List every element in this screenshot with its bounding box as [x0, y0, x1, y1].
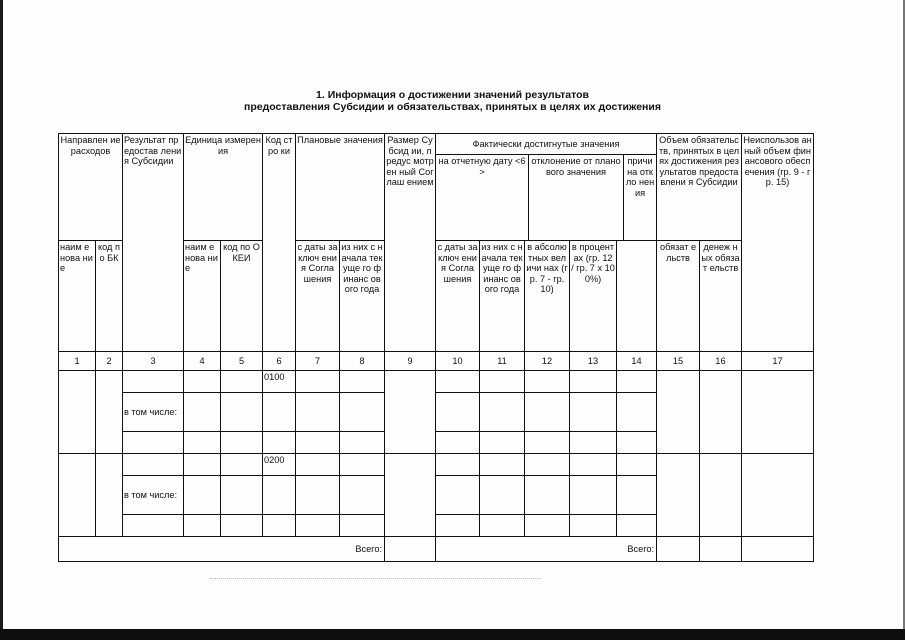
- cell-unit-name[interactable]: [184, 515, 221, 537]
- header-dev-percent: в процент ах (гр. 12 / гр. 7 х 100%): [570, 241, 617, 352]
- header-subsidy-size: Размер Субсид ии, предус мотрен ный Соглаш ением: [385, 134, 436, 352]
- total-subsidy-size[interactable]: [385, 537, 436, 562]
- cell-dev-percent[interactable]: [570, 476, 617, 515]
- results-table: [58, 133, 814, 562]
- cell-fact-agreement[interactable]: [436, 515, 480, 537]
- cell-unit-name[interactable]: [184, 476, 221, 515]
- cell-dir-code[interactable]: [96, 454, 123, 537]
- header-actual-group: [436, 134, 657, 241]
- cell-unused[interactable]: [742, 454, 814, 537]
- cell-line-code[interactable]: [263, 515, 296, 537]
- cell-unit-okei[interactable]: [221, 515, 263, 537]
- column-number: 15: [657, 352, 700, 371]
- header-actual-on-date: на отчетную дату <6>: [436, 155, 529, 240]
- column-number: 2: [96, 352, 123, 371]
- cell-fact-agreement[interactable]: [436, 454, 480, 476]
- cell-fact-year[interactable]: [480, 515, 525, 537]
- cell-dev-percent[interactable]: [570, 515, 617, 537]
- cell-dir-name[interactable]: [59, 371, 96, 454]
- cell-plan-year[interactable]: [340, 454, 385, 476]
- cell-result[interactable]: [123, 454, 184, 476]
- body-row: [59, 371, 814, 393]
- cell-unit-name[interactable]: [184, 393, 221, 432]
- cell-dev-absolute[interactable]: [525, 393, 570, 432]
- cell-unit-okei[interactable]: [221, 432, 263, 454]
- cell-fact-year[interactable]: [480, 432, 525, 454]
- cell-unit-okei[interactable]: [221, 371, 263, 393]
- cell-fact-agreement[interactable]: [436, 476, 480, 515]
- cell-reason[interactable]: [617, 454, 657, 476]
- cell-fact-agreement[interactable]: [436, 393, 480, 432]
- total-label-planned: Всего:: [59, 537, 385, 562]
- cell-dev-absolute[interactable]: [525, 432, 570, 454]
- header-dev-absolute: в абсолю тных величи нах (гр. 7 - гр. 10): [525, 241, 570, 352]
- cell-including-label: в том числе:: [123, 476, 184, 515]
- column-number: 16: [700, 352, 742, 371]
- cell-including-label: в том числе:: [123, 393, 184, 432]
- cell-unit-name[interactable]: [184, 371, 221, 393]
- cell-obl-monetary[interactable]: [700, 454, 742, 537]
- total-unused[interactable]: [742, 537, 814, 562]
- total-obl-monetary[interactable]: [700, 537, 742, 562]
- header-plan-from-agreement: с даты заключ ения Согла шения: [296, 241, 340, 352]
- cell-plan-agreement[interactable]: [296, 476, 340, 515]
- cell-plan-year[interactable]: [340, 371, 385, 393]
- column-number: 4: [184, 352, 221, 371]
- header-unit-okei: код по ОКЕИ: [221, 241, 263, 352]
- total-label-actual: Всего:: [436, 537, 657, 562]
- section-title-line2: предоставления Субсидии и обязательствах, принятых в целях их достижения: [244, 101, 661, 113]
- cell-reason[interactable]: [617, 476, 657, 515]
- column-number: 10: [436, 352, 480, 371]
- cell-result[interactable]: [123, 515, 184, 537]
- column-number: 1: [59, 352, 96, 371]
- body-row: [59, 454, 814, 476]
- cell-dev-percent[interactable]: [570, 454, 617, 476]
- column-number: 9: [385, 352, 436, 371]
- scan-artifact-dots: [210, 578, 540, 579]
- cell-dir-name[interactable]: [59, 454, 96, 537]
- header-line-code: Код стро ки: [263, 134, 296, 352]
- header-obligations: Объем обязательств, принятых в целях достижения результатов предоставлени я Субсидии: [657, 134, 742, 241]
- header-result: Результат предостав ления Субсидии: [123, 134, 184, 352]
- cell-line-code: 0100: [263, 371, 296, 393]
- cell-line-code[interactable]: [263, 393, 296, 432]
- header-directions: Направлен ие расходов: [59, 134, 123, 241]
- cell-dir-code[interactable]: [96, 371, 123, 454]
- header-obl-monetary: денеж ных обязат ельств: [700, 241, 742, 352]
- cell-obl-monetary[interactable]: [700, 371, 742, 454]
- cell-line-code[interactable]: [263, 476, 296, 515]
- cell-plan-year[interactable]: [340, 432, 385, 454]
- cell-dev-absolute[interactable]: [525, 476, 570, 515]
- header-deviation: отклонение от планового значения: [529, 155, 624, 240]
- scan-bottom-bar: [0, 629, 905, 640]
- cell-unused[interactable]: [742, 371, 814, 454]
- header-planned: Плановые значения: [296, 134, 385, 241]
- column-number: 3: [123, 352, 184, 371]
- header-reasons: причи на откло нения: [625, 156, 655, 198]
- cell-plan-agreement[interactable]: [296, 393, 340, 432]
- header-fact-from-year: из них с начала текуще го финанс ового года: [480, 241, 525, 352]
- column-number: 17: [742, 352, 814, 371]
- header-dir-code: код по БК: [96, 241, 123, 352]
- header-plan-from-year: из них с начала текуще го финанс ового года: [340, 241, 385, 352]
- header-actual: Фактически достигнутые значения: [436, 134, 656, 155]
- cell-dev-percent[interactable]: [570, 393, 617, 432]
- column-number: 6: [263, 352, 296, 371]
- column-number: 14: [617, 352, 657, 371]
- cell-result[interactable]: [123, 432, 184, 454]
- header-actual-subgroups: [436, 155, 656, 240]
- cell-plan-year[interactable]: [340, 393, 385, 432]
- column-number: 5: [221, 352, 263, 371]
- header-reasons-cont: [617, 241, 657, 352]
- cell-plan-year[interactable]: [340, 515, 385, 537]
- header-row-1: [59, 134, 814, 241]
- column-number: 7: [296, 352, 340, 371]
- totals-row: [59, 537, 814, 562]
- cell-unit-okei[interactable]: [221, 393, 263, 432]
- cell-subsidy-size[interactable]: [385, 454, 436, 537]
- cell-plan-agreement[interactable]: [296, 515, 340, 537]
- cell-dev-percent[interactable]: [570, 432, 617, 454]
- column-number: 12: [525, 352, 570, 371]
- cell-reason[interactable]: [617, 432, 657, 454]
- cell-dev-absolute[interactable]: [525, 515, 570, 537]
- cell-reason[interactable]: [617, 515, 657, 537]
- header-unit-name: наим енова ние: [184, 241, 221, 352]
- header-unit: Единица измерения: [184, 134, 263, 241]
- cell-unit-name[interactable]: [184, 432, 221, 454]
- cell-plan-year[interactable]: [340, 476, 385, 515]
- cell-obl-liabilities[interactable]: [657, 454, 700, 537]
- cell-subsidy-size[interactable]: [385, 371, 436, 454]
- cell-fact-year[interactable]: [480, 476, 525, 515]
- cell-dev-percent[interactable]: [570, 371, 617, 393]
- column-number: 13: [570, 352, 617, 371]
- total-obl-liabilities[interactable]: [657, 537, 700, 562]
- cell-reason[interactable]: [617, 371, 657, 393]
- header-dir-name: наим енова ние: [59, 241, 96, 352]
- cell-result[interactable]: [123, 371, 184, 393]
- cell-line-code[interactable]: [263, 432, 296, 454]
- cell-unit-okei[interactable]: [221, 454, 263, 476]
- cell-unit-name[interactable]: [184, 454, 221, 476]
- cell-reason[interactable]: [617, 393, 657, 432]
- cell-plan-agreement[interactable]: [296, 454, 340, 476]
- cell-plan-agreement[interactable]: [296, 432, 340, 454]
- cell-obl-liabilities[interactable]: [657, 371, 700, 454]
- cell-fact-agreement[interactable]: [436, 432, 480, 454]
- cell-fact-year[interactable]: [480, 454, 525, 476]
- cell-unit-okei[interactable]: [221, 476, 263, 515]
- header-unused: Неиспользов анный объем финансового обеспечения (гр. 9 - гр. 15): [742, 134, 814, 352]
- column-numbers-row: [59, 352, 814, 371]
- cell-fact-year[interactable]: [480, 393, 525, 432]
- header-fact-from-agreement: с даты заключ ения Согла шения: [436, 241, 480, 352]
- cell-dev-absolute[interactable]: [525, 371, 570, 393]
- cell-dev-absolute[interactable]: [525, 454, 570, 476]
- cell-fact-agreement[interactable]: [436, 371, 480, 393]
- header-obl-liabilities: обязат ельств: [657, 241, 700, 352]
- section-title-line1: 1. Информация о достижении значений результатов: [316, 89, 589, 101]
- cell-plan-agreement[interactable]: [296, 371, 340, 393]
- column-number: 11: [480, 352, 525, 371]
- column-number: 8: [340, 352, 385, 371]
- cell-fact-year[interactable]: [480, 371, 525, 393]
- cell-line-code: 0200: [263, 454, 296, 476]
